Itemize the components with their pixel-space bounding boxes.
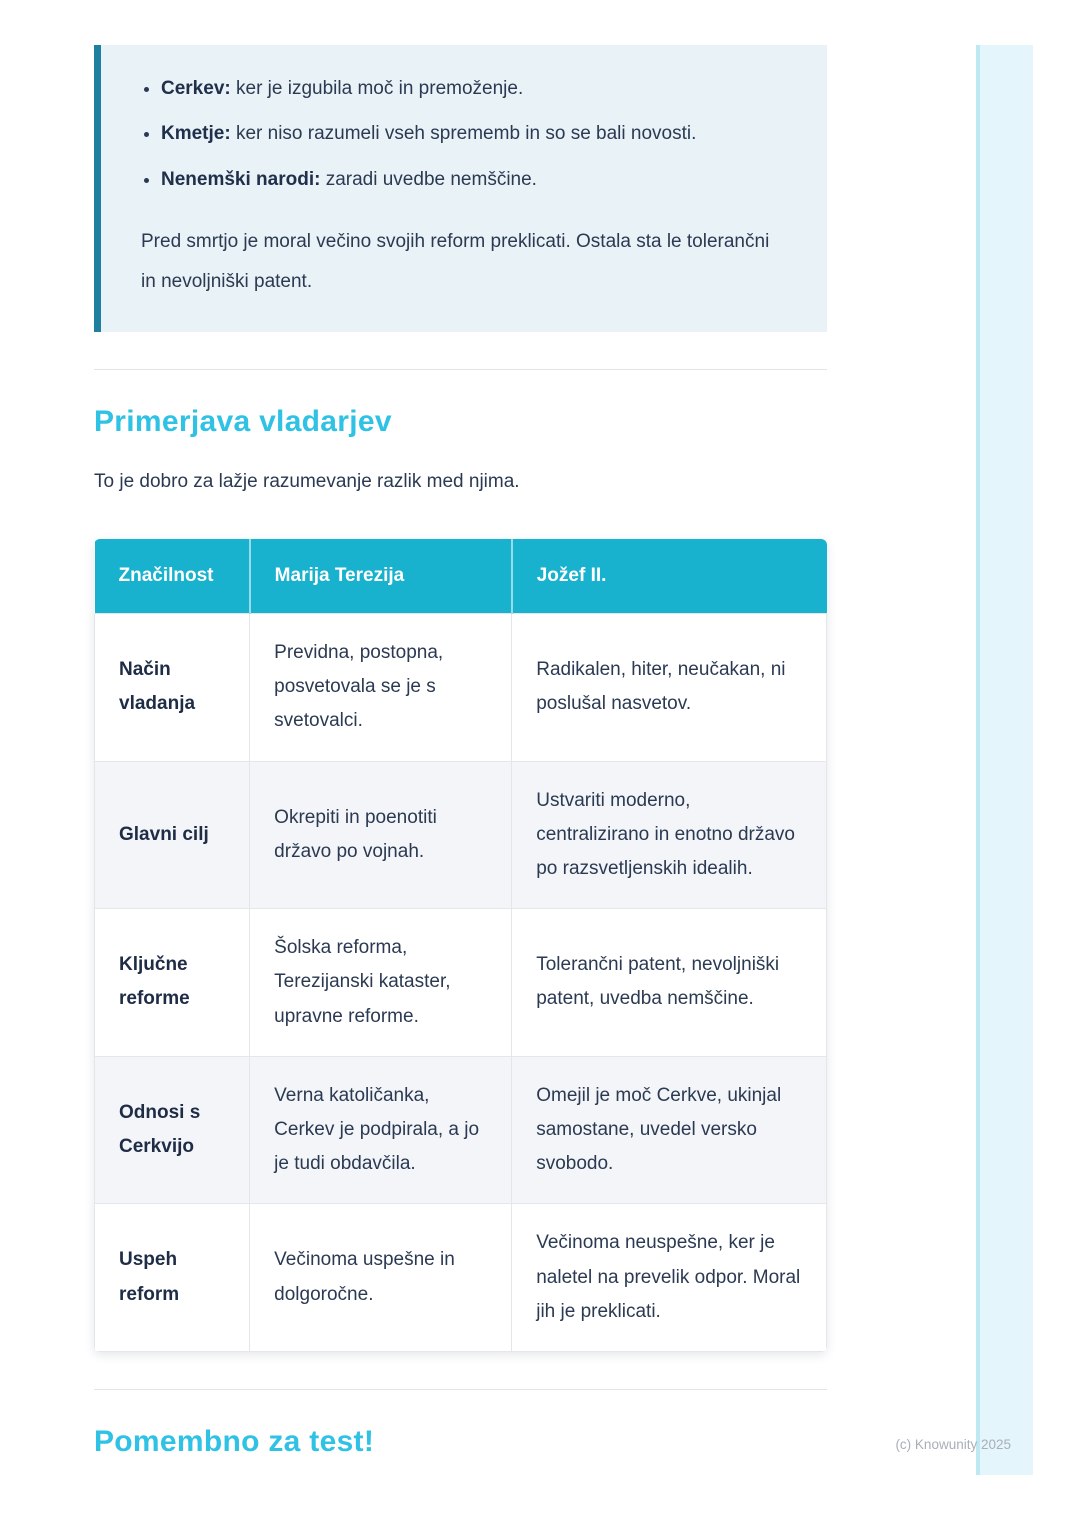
table-header-row: [95, 539, 827, 614]
comparison-intro-text: To je dobro za lažje razumevanje razlik med njima.: [94, 470, 520, 492]
maria-cell: Šolska reforma, Terezijanski kataster, upravne reforme.: [250, 909, 512, 1057]
column-header-feature: Značilnost: [95, 539, 250, 614]
table-row: [95, 614, 827, 762]
maria-cell: Previdna, postopna, posvetovala se je s svetovalci.: [250, 614, 512, 762]
table-row: [95, 1204, 827, 1352]
bullet-label: Cerkev:: [161, 78, 231, 99]
feature-cell: Ključne reforme: [95, 909, 250, 1057]
feature-cell: Glavni cilj: [95, 761, 250, 909]
comparison-table-wrapper: [94, 539, 827, 1352]
callout-paragraph: Pred smrtjo je moral večino svojih reform preklicati. Ostala sta le tolerančni in nevoljniški patent.: [141, 230, 770, 292]
bullet-text: ker niso razumeli vseh sprememb in so se bali novosti.: [230, 123, 697, 145]
decorative-right-bar: [976, 45, 1033, 1475]
feature-cell: Odnosi s Cerkvijo: [95, 1056, 250, 1204]
joseph-cell: Radikalen, hiter, neučakan, ni poslušal nasvetov.: [512, 614, 827, 762]
feature-cell: Uspeh reform: [95, 1204, 250, 1352]
maria-cell: Okrepiti in poenotiti državo po vojnah.: [250, 761, 512, 909]
callout-box: [94, 45, 827, 332]
comparison-table: [94, 539, 827, 1352]
column-header-joseph: Jožef II.: [512, 539, 827, 614]
bullet-item-cerkev: [161, 73, 789, 105]
table-row: [95, 909, 827, 1057]
test-section-title: Pomembno za test!: [94, 1424, 375, 1458]
bullet-text: zaradi uvedbe nemščine.: [320, 168, 537, 190]
comparison-section-title: Primerjava vladarjev: [94, 404, 392, 438]
joseph-cell: Omejil je moč Cerkve, ukinjal samostane, uvedel versko svobodo.: [512, 1056, 827, 1204]
section-divider: [94, 369, 827, 370]
bullet-item-nenemski-narodi: [161, 164, 789, 196]
section-divider: [94, 1389, 827, 1390]
table-row: [95, 761, 827, 909]
feature-cell: Način vladanja: [95, 614, 250, 762]
maria-cell: Večinoma uspešne in dolgoročne.: [250, 1204, 512, 1352]
document-content: [94, 45, 827, 1459]
table-row: [95, 1056, 827, 1204]
callout-bullet-list: [131, 73, 789, 196]
column-header-maria: Marija Terezija: [250, 539, 512, 614]
bullet-label: Kmetje:: [161, 123, 231, 145]
joseph-cell: Večinoma neuspešne, ker je naletel na prevelik odpor. Moral jih je preklicati.: [512, 1204, 827, 1352]
copyright-notice: (c) Knowunity 2025: [895, 1437, 1011, 1452]
bullet-text: ker je izgubila moč in premoženje.: [230, 78, 524, 99]
joseph-cell: Ustvariti moderno, centralizirano in enotno državo po razsvetljenskih idealih.: [512, 761, 827, 909]
maria-cell: Verna katoličanka, Cerkev je podpirala, a jo je tudi obdavčila.: [250, 1056, 512, 1204]
bullet-label: Nenemški narodi:: [161, 168, 321, 190]
bullet-item-kmetje: [161, 118, 789, 150]
joseph-cell: Tolerančni patent, nevoljniški patent, uvedba nemščine.: [512, 909, 827, 1057]
